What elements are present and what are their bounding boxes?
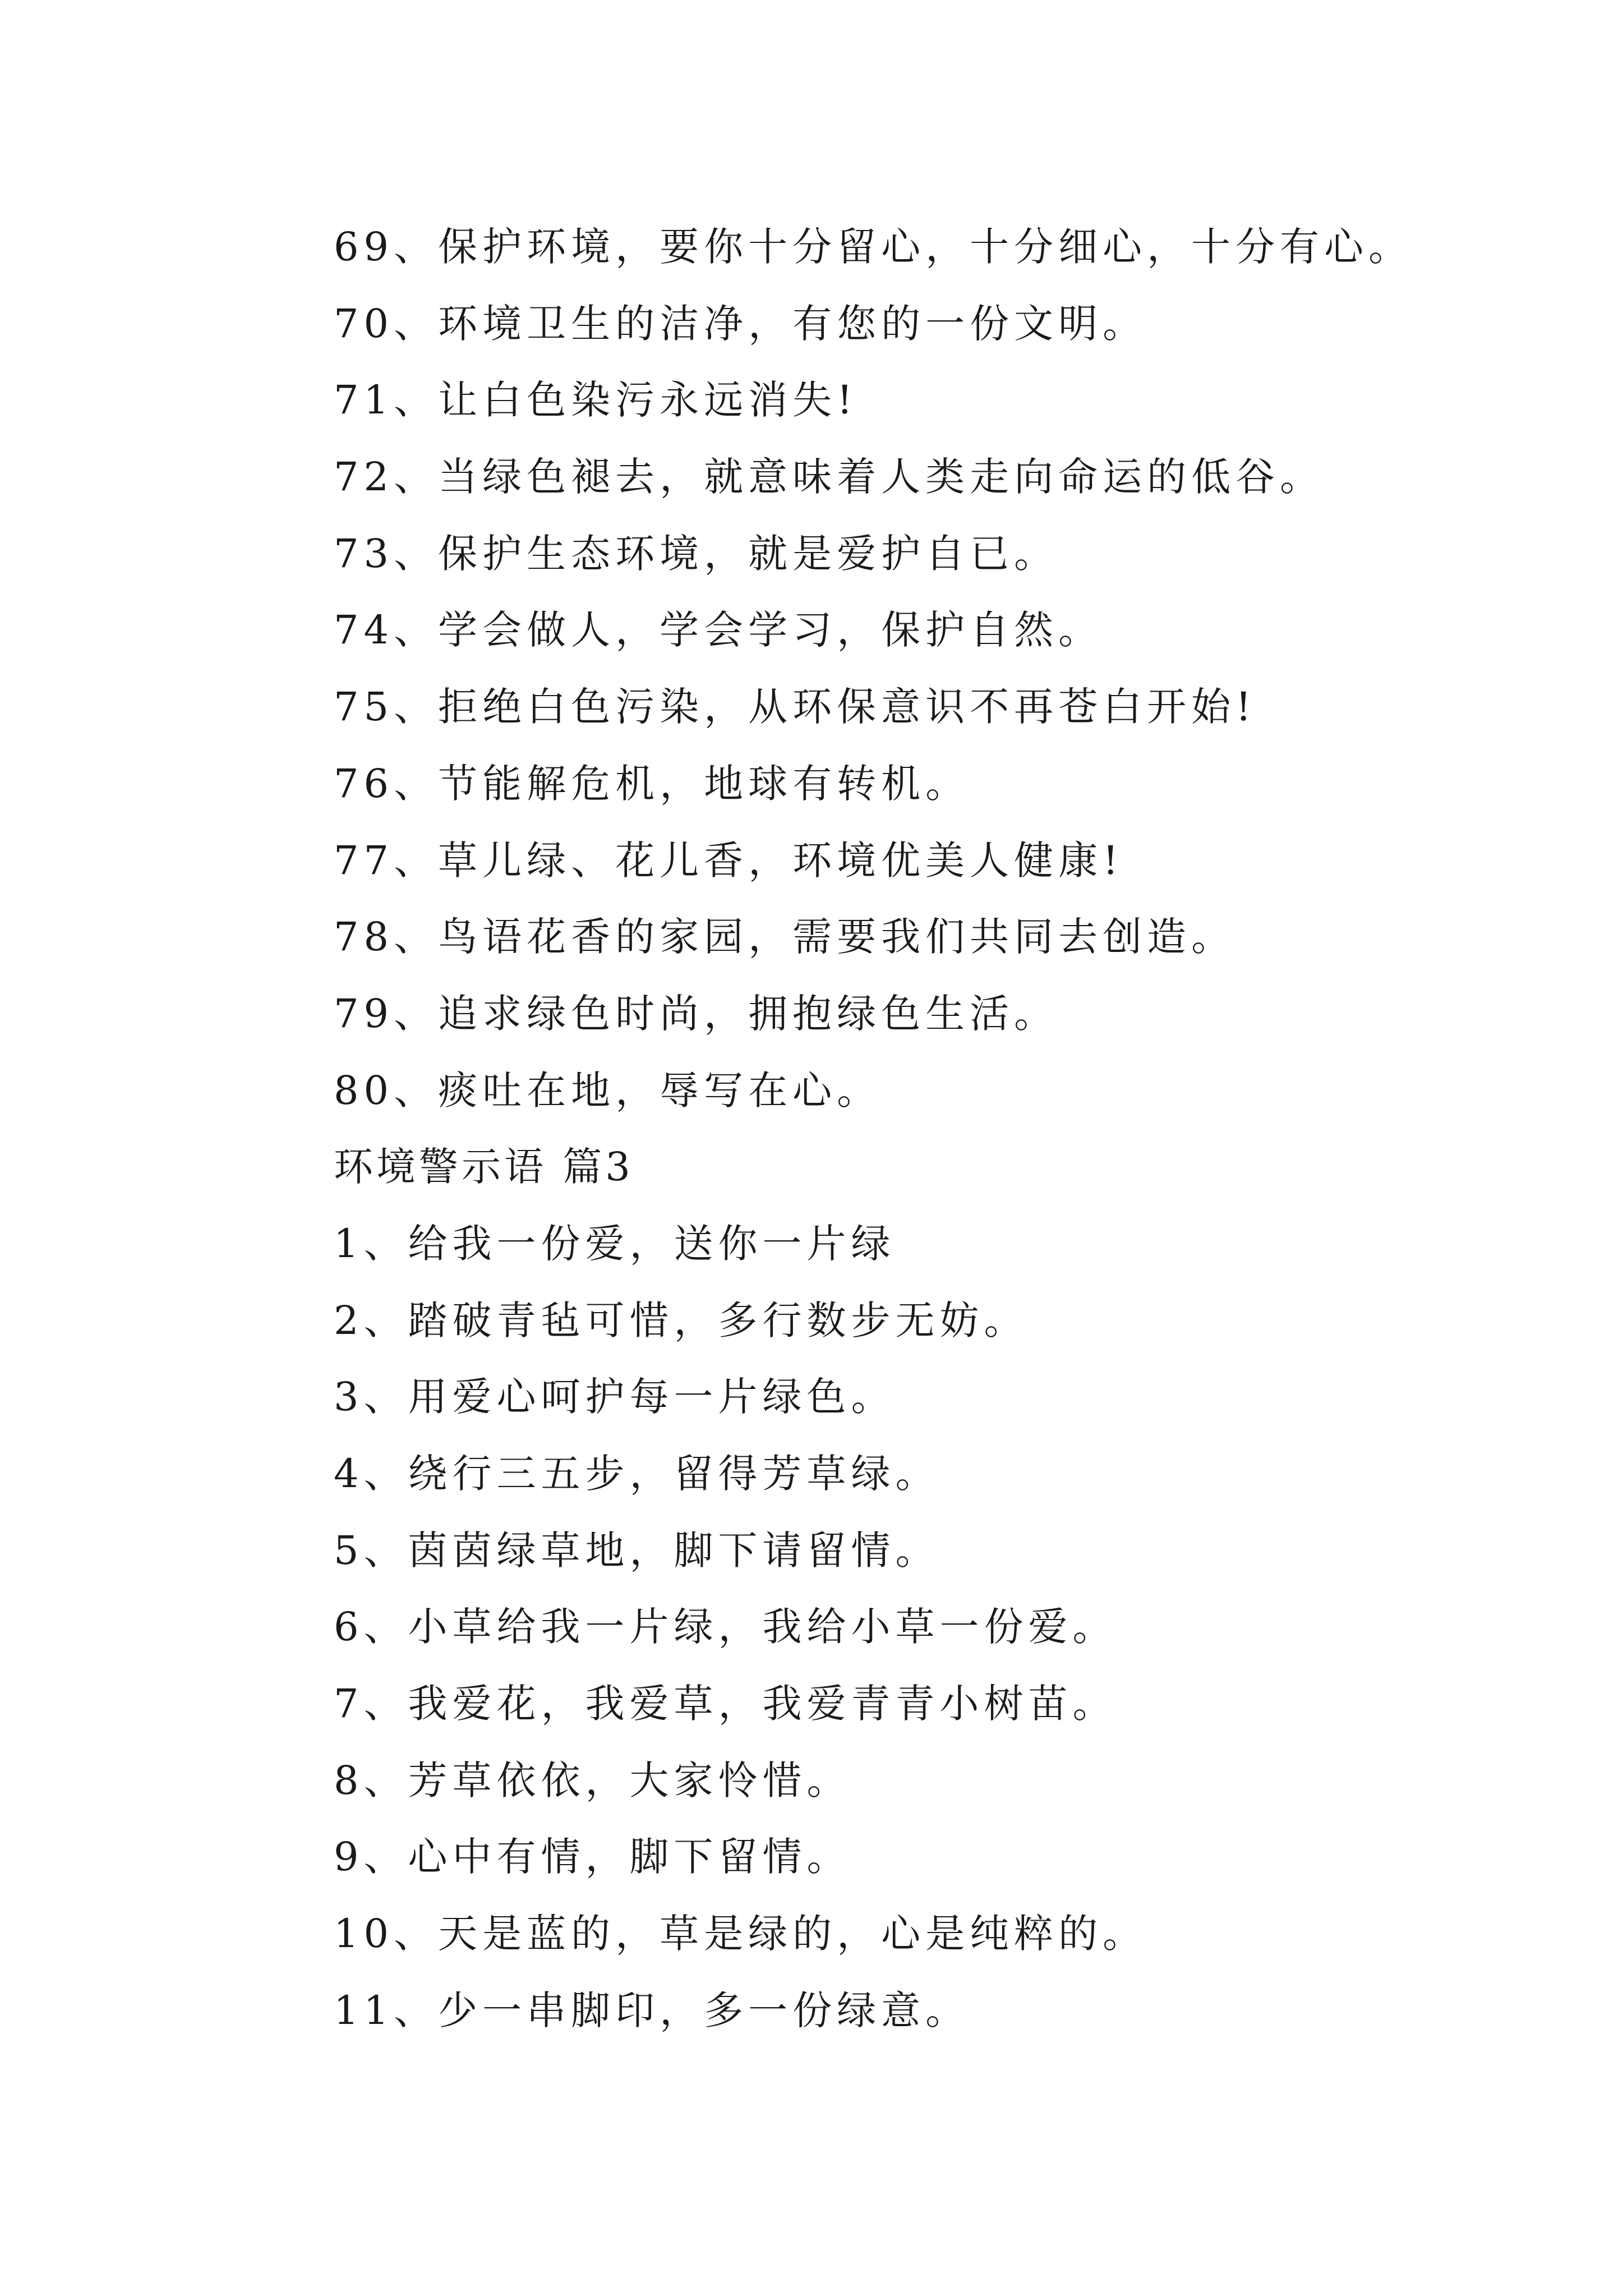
slogan-3: 3、用爱心呵护每一片绿色。 bbox=[334, 1374, 896, 1420]
document-body bbox=[334, 209, 1483, 2049]
slogan-69: 69、保护环境，要你十分留心，十分细心，十分有心。 bbox=[334, 224, 1413, 270]
slogan-72: 72、当绿色褪去，就意味着人类走向命运的低谷。 bbox=[334, 454, 1325, 500]
slogan-5: 5、茵茵绿草地，脚下请留情。 bbox=[334, 1527, 940, 1573]
slogan-6: 6、小草给我一片绿，我给小草一份爱。 bbox=[334, 1604, 1117, 1650]
slogan-79: 79、追求绿色时尚，拥抱绿色生活。 bbox=[334, 990, 1059, 1037]
slogan-73: 73、保护生态环境，就是爱护自已。 bbox=[334, 530, 1059, 577]
slogan-71: 71、让白色染污永远消失! bbox=[334, 377, 858, 424]
slogan-78: 78、鸟语花香的家园，需要我们共同去创造。 bbox=[334, 914, 1236, 960]
slogan-4: 4、绕行三五步，留得芳草绿。 bbox=[334, 1451, 940, 1497]
slogan-7: 7、我爱花，我爱草，我爱青青小树苗。 bbox=[334, 1681, 1117, 1727]
slogan-80: 80、痰吐在地，辱写在心。 bbox=[334, 1067, 882, 1114]
section-heading: 环境警示语 篇3 bbox=[334, 1144, 634, 1190]
slogan-9: 9、心中有情，脚下留情。 bbox=[334, 1834, 851, 1880]
slogan-75: 75、拒绝白色污染，从环保意识不再苍白开始! bbox=[334, 684, 1257, 730]
slogan-74: 74、学会做人，学会学习，保护自然。 bbox=[334, 607, 1103, 654]
slogan-77: 77、草儿绿、花儿香，环境优美人健康! bbox=[334, 837, 1124, 884]
slogan-70: 70、环境卫生的洁净，有您的一份文明。 bbox=[334, 300, 1147, 347]
slogan-8: 8、芳草依依，大家怜惜。 bbox=[334, 1757, 851, 1803]
slogan-11: 11、少一串脚印，多一份绿意。 bbox=[334, 1987, 970, 2033]
slogan-10: 10、天是蓝的，草是绿的，心是纯粹的。 bbox=[334, 1911, 1147, 1957]
slogan-76: 76、节能解危机，地球有转机。 bbox=[334, 760, 970, 807]
slogan-2: 2、踏破青毡可惜，多行数步无妨。 bbox=[334, 1297, 1029, 1343]
slogan-1: 1、给我一份爱，送你一片绿 bbox=[334, 1220, 896, 1267]
